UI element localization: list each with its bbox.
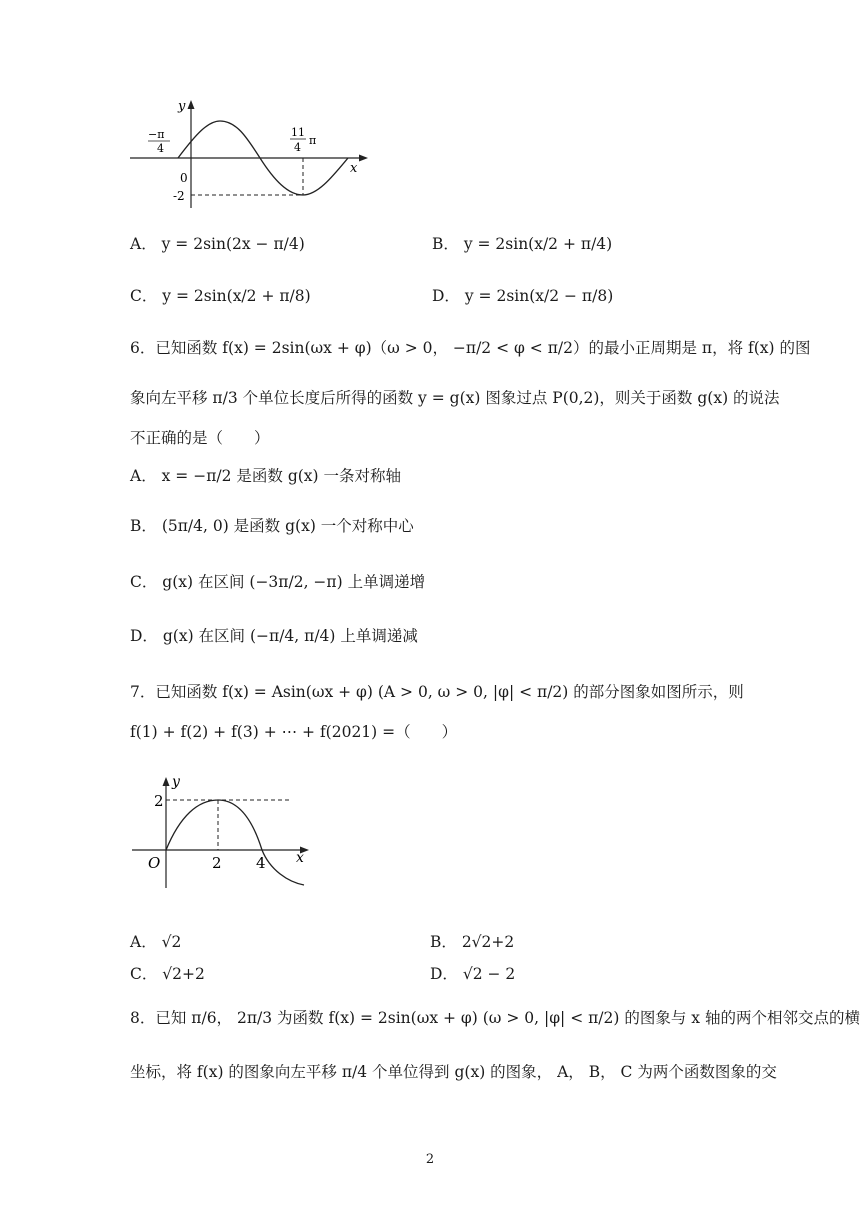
eleven-pi-den: 4 [294,141,301,154]
q5-option-a: A． y = 2sin(2x − π/4) [130,235,305,253]
q6-stem-line-1: 6．已知函数 f(x) = 2sin(ωx + φ)（ω > 0， −π/2 < φ < π/2）的最小正周期是 π，将 f(x) 的图 [130,339,811,357]
q6-stem-line-3: 不正确的是（ ） [130,429,270,447]
figure-sine-graph-1 [128,96,378,211]
max-label-2: 2 [154,792,164,810]
q6-stem-line-2: 象向左平移 π/3 个单位长度后所得的函数 y = g(x) 图象过点 P(0,2)，则关于函数 g(x) 的说法 [130,389,780,407]
q6-option-d: D． g(x) 在区间 (−π/4, π/4) 上单调递减 [130,627,418,645]
x-axis-label-2: x [296,850,304,866]
origin-label-2: O [148,854,161,872]
q8-stem-line-1: 8．已知 π/6， 2π/3 为函数 f(x) = 2sin(ωx + φ) (ω > 0, |φ| < π/2) 的图象与 x 轴的两个相邻交点的横 [130,1009,860,1027]
neg-pi-4-num: −π [148,128,165,141]
q5-option-c: C． y = 2sin(x/2 + π/8) [130,287,311,305]
x-tick-2: 2 [212,854,222,872]
min-label-1: -2 [173,189,185,203]
page-number: 2 [425,1152,435,1167]
q6-option-b: B． (5π/4, 0) 是函数 g(x) 一个对称中心 [130,517,414,535]
y-axis-label-1: y [178,99,186,114]
q8-stem-line-2: 坐标，将 f(x) 的图象向左平移 π/4 个单位得到 g(x) 的图象， A， B， C 为两个函数图象的交 [130,1063,777,1081]
eleven-pi-num: 11 [291,126,305,139]
q5-option-b: B． y = 2sin(x/2 + π/4) [432,235,613,253]
x-tick-4: 4 [256,854,266,872]
y-axis-label-2: y [172,774,180,790]
q7-option-b: B． 2√2+2 [430,933,515,951]
sine-curve-2 [166,800,304,885]
q7-stem-line-2: f(1) + f(2) + f(3) + ⋯ + f(2021) =（ ） [130,723,458,741]
origin-label-1: 0 [180,171,188,185]
q5-option-d: D． y = 2sin(x/2 − π/8) [432,287,614,305]
figure-sine-graph-2 [128,770,318,890]
q7-option-c: C． √2+2 [130,965,205,983]
eleven-pi-suffix: π [309,134,317,147]
q6-option-a: A． x = −π/2 是函数 g(x) 一条对称轴 [130,467,402,485]
q7-option-d: D． √2 − 2 [430,965,516,983]
x-axis-label-1: x [350,161,358,176]
q7-stem-line-1: 7．已知函数 f(x) = Asin(ωx + φ) (A > 0, ω > 0, |φ| < π/2) 的部分图象如图所示，则 [130,683,744,701]
q7-option-a: A． √2 [130,933,182,951]
neg-pi-4-den: 4 [157,142,164,155]
q6-option-c: C． g(x) 在区间 (−3π/2, −π) 上单调递增 [130,573,426,591]
